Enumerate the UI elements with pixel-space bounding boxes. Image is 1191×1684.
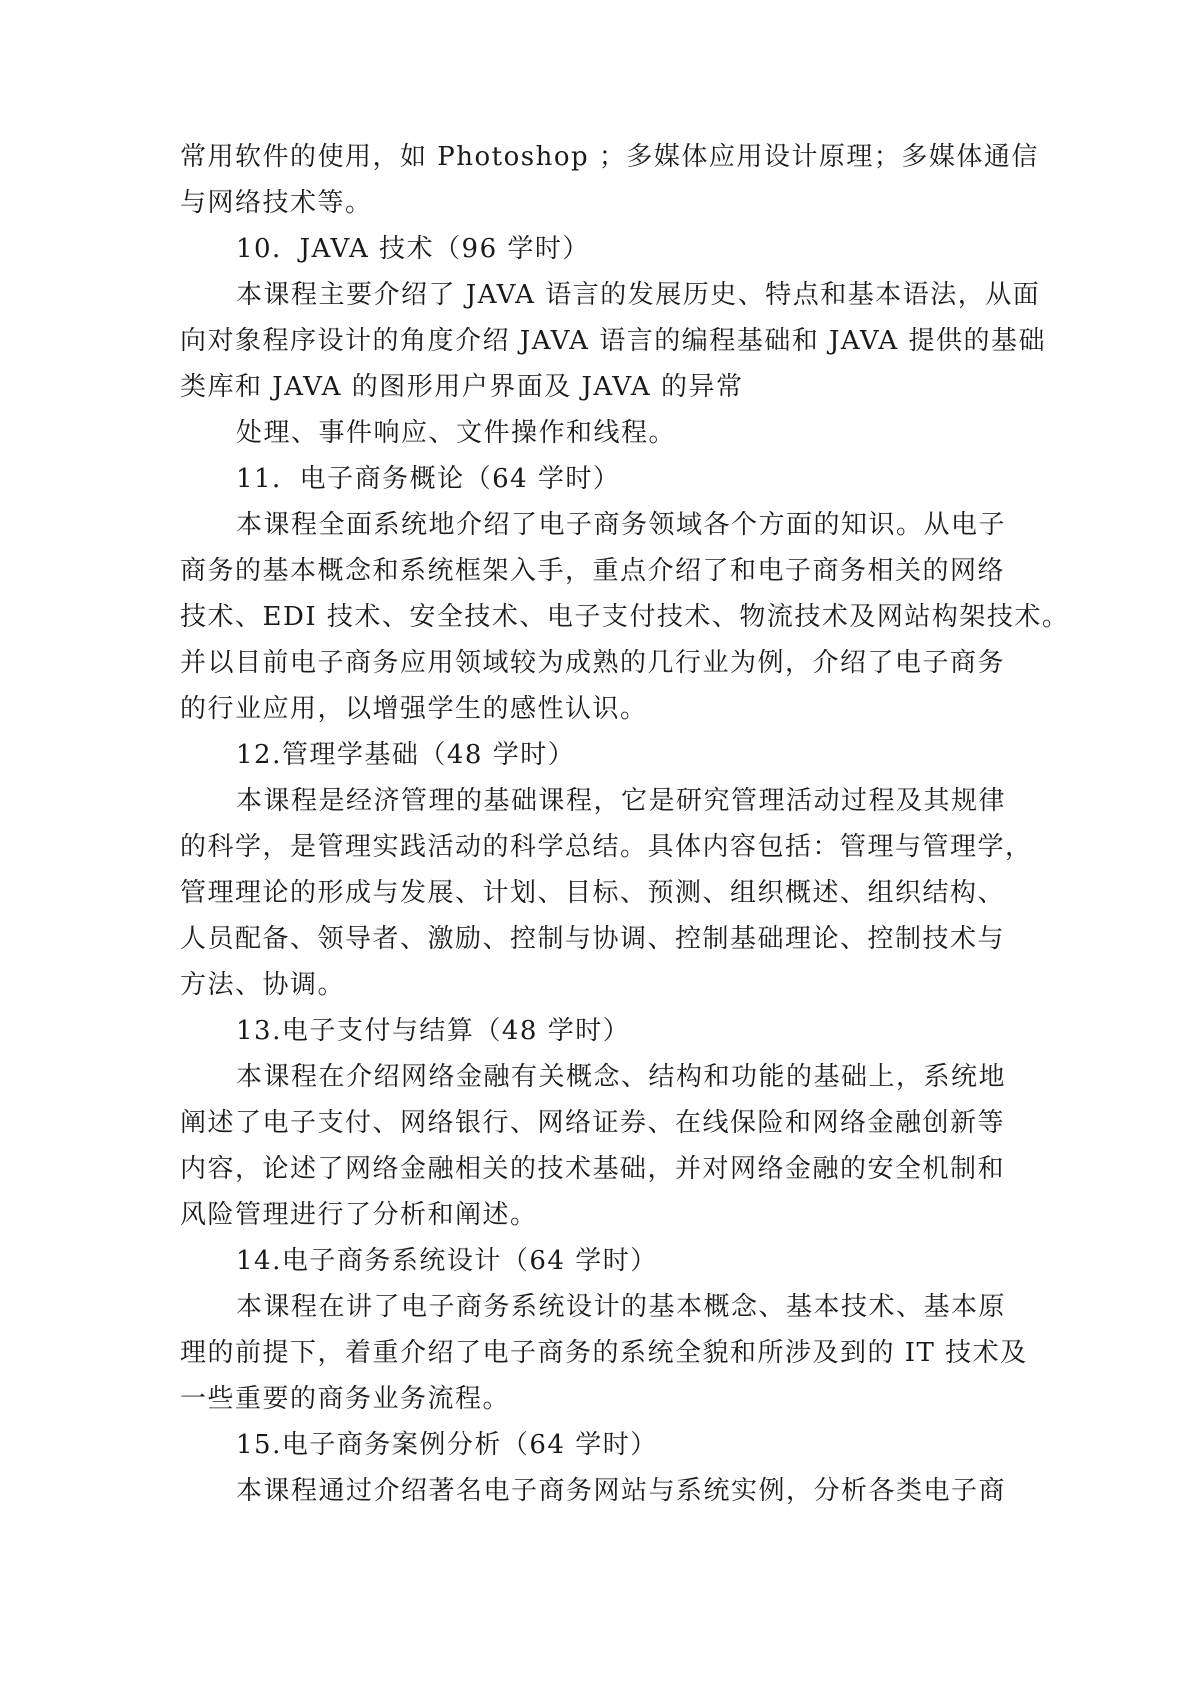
text-line: 风险管理进行了分析和阐述。	[180, 1200, 538, 1230]
text-line: 13.电子支付与结算（48 学时）	[236, 1016, 631, 1046]
text-line: 内容，论述了网络金融相关的技术基础，并对网络金融的安全机制和	[180, 1154, 1006, 1184]
text-line: 技术、EDI 技术、安全技术、电子支付技术、物流技术及网站构架技术。	[180, 602, 1070, 632]
text-line: 本课程在介绍网络金融有关概念、结构和功能的基础上，系统地	[236, 1062, 1007, 1092]
text-line: 管理理论的形成与发展、计划、目标、预测、组织概述、组织结构、	[180, 878, 1006, 908]
text-line: 11．电子商务概论（64 学时）	[236, 464, 621, 494]
text-line: 理的前提下，着重介绍了电子商务的系统全貌和所涉及到的 IT 技术及	[180, 1338, 1028, 1368]
text-line: 一些重要的商务业务流程。	[180, 1384, 511, 1414]
text-line: 本课程在讲了电子商务系统设计的基本概念、基本技术、基本原	[236, 1292, 1007, 1322]
text-line: 常用软件的使用，如 Photoshop ；多媒体应用设计原理；多媒体通信	[180, 142, 1039, 172]
text-line: 的科学，是管理实践活动的科学总结。具体内容包括：管理与管理学，	[180, 832, 1033, 862]
text-line: 类库和 JAVA 的图形用户界面及 JAVA 的异常	[180, 372, 744, 402]
document-body	[180, 134, 1070, 1514]
text-line: 15.电子商务案例分析（64 学时）	[236, 1430, 658, 1460]
text-line: 本课程全面系统地介绍了电子商务领域各个方面的知识。从电子	[236, 510, 1007, 540]
text-line: 本课程主要介绍了 JAVA 语言的发展历史、特点和基本语法，从面	[236, 280, 1041, 310]
text-line: 向对象程序设计的角度介绍 JAVA 语言的编程基础和 JAVA 提供的基础	[180, 326, 1046, 356]
text-line: 本课程是经济管理的基础课程，它是研究管理活动过程及其规律	[236, 786, 1007, 816]
text-line: 阐述了电子支付、网络银行、网络证券、在线保险和网络金融创新等	[180, 1108, 1006, 1138]
text-line: 的行业应用，以增强学生的感性认识。	[180, 694, 648, 724]
text-line: 方法、协调。	[180, 970, 346, 1000]
text-line: 人员配备、领导者、激励、控制与协调、控制基础理论、控制技术与	[180, 924, 1006, 954]
text-line: 12.管理学基础（48 学时）	[236, 740, 576, 770]
text-line: 本课程通过介绍著名电子商务网站与系统实例，分析各类电子商	[236, 1476, 1007, 1506]
text-line: 商务的基本概念和系统框架入手，重点介绍了和电子商务相关的网络	[180, 556, 1006, 586]
text-line: 与网络技术等。	[180, 188, 373, 218]
text-line: 处理、事件响应、文件操作和线程。	[236, 418, 677, 448]
text-line: 并以目前电子商务应用领域较为成熟的几行业为例，介绍了电子商务	[180, 648, 1006, 678]
text-line: 10．JAVA 技术（96 学时）	[236, 234, 590, 264]
text-line: 14.电子商务系统设计（64 学时）	[236, 1246, 658, 1276]
